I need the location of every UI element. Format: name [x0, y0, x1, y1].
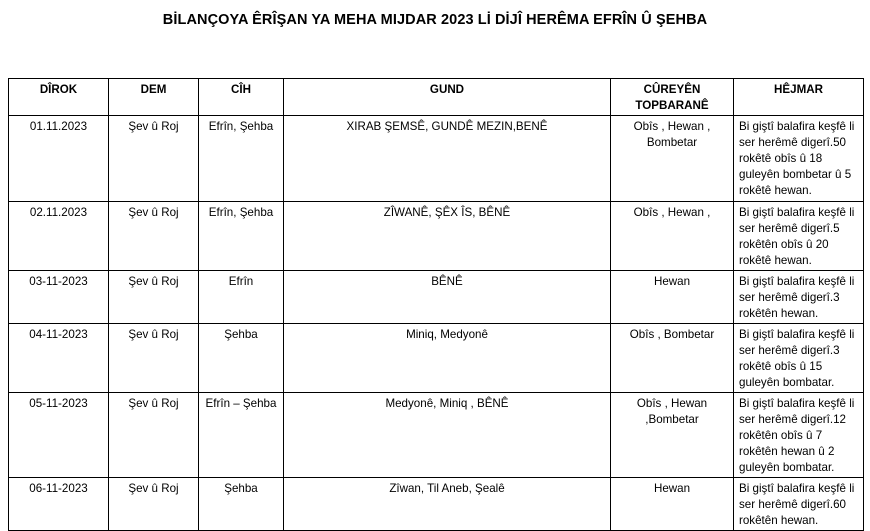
- cell-village: Zîwan, Til Aneb, Şealê: [284, 478, 611, 531]
- cell-place: Efrîn, Şehba: [199, 116, 284, 202]
- cell-weapons: Obîs , Hewan , Bombetar: [611, 116, 734, 202]
- cell-time: Şev û Roj: [109, 324, 199, 393]
- cell-time: Şev û Roj: [109, 393, 199, 478]
- header-count: HÊJMAR: [734, 79, 864, 116]
- cell-weapons: Obîs , Hewan ,: [611, 202, 734, 271]
- cell-date: 02.11.2023: [9, 202, 109, 271]
- cell-count: Bi giştî balafira keşfê li ser herêmê digerî.50 rokêtê obîs û 18 guleyên bombetar û 5 rokêtê hewan.: [734, 116, 864, 202]
- table-header-row: [9, 79, 864, 116]
- cell-weapons: Hewan: [611, 271, 734, 324]
- cell-count: Bi giştî balafira keşfê li ser herêmê digerî.3 rokêtê obîs û 15 guleyên bombatar.: [734, 324, 864, 393]
- cell-time: Şev û Roj: [109, 116, 199, 202]
- table-row: [9, 478, 864, 531]
- header-village: GUND: [284, 79, 611, 116]
- cell-place: Şehba: [199, 324, 284, 393]
- header-weapons: CÛREYÊN TOPBARANÊ: [611, 79, 734, 116]
- cell-village: BÊNÊ: [284, 271, 611, 324]
- cell-time: Şev û Roj: [109, 478, 199, 531]
- cell-weapons: Hewan: [611, 478, 734, 531]
- header-place: CÎH: [199, 79, 284, 116]
- cell-date: 05-11-2023: [9, 393, 109, 478]
- cell-place: Şehba: [199, 478, 284, 531]
- cell-village: Medyonê, Miniq , BÊNÊ: [284, 393, 611, 478]
- cell-count: Bi giştî balafira keşfê li ser herêmê digerî.12 rokêtên obîs û 7 rokêtên hewan û 2 guleyên bombatar.: [734, 393, 864, 478]
- cell-weapons: Obîs , Bombetar: [611, 324, 734, 393]
- cell-date: 04-11-2023: [9, 324, 109, 393]
- document-title: BİLANÇOYA ÊRÎŞAN YA MEHA MIJDAR 2023 Lİ DİJÎ HERÊMA EFRÎN Û ŞEHBA: [162, 12, 708, 28]
- table-row: [9, 202, 864, 271]
- header-date: DÎROK: [9, 79, 109, 116]
- cell-time: Şev û Roj: [109, 202, 199, 271]
- table-row: [9, 116, 864, 202]
- attacks-table: [8, 78, 864, 531]
- cell-date: 03-11-2023: [9, 271, 109, 324]
- cell-village: XIRAB ŞEMSÊ, GUNDÊ MEZIN,BENÊ: [284, 116, 611, 202]
- cell-village: ZÎWANÊ, ŞÊX ÎS, BÊNÊ: [284, 202, 611, 271]
- cell-count: Bi giştî balafira keşfê li ser herêmê digerî.3 rokêtên hewan.: [734, 271, 864, 324]
- cell-village: Miniq, Medyonê: [284, 324, 611, 393]
- table-row: [9, 324, 864, 393]
- cell-place: Efrîn – Şehba: [199, 393, 284, 478]
- cell-count: Bi giştî balafira keşfê li ser herêmê digerî.60 rokêtên hewan.: [734, 478, 864, 531]
- cell-place: Efrîn: [199, 271, 284, 324]
- cell-weapons: Obîs , Hewan ,Bombetar: [611, 393, 734, 478]
- table-row: [9, 271, 864, 324]
- cell-time: Şev û Roj: [109, 271, 199, 324]
- table-row: [9, 393, 864, 478]
- cell-date: 06-11-2023: [9, 478, 109, 531]
- cell-place: Efrîn, Şehba: [199, 202, 284, 271]
- header-time: DEM: [109, 79, 199, 116]
- cell-date: 01.11.2023: [9, 116, 109, 202]
- cell-count: Bi giştî balafira keşfê li ser herêmê digerî.5 rokêtên obîs û 20 rokêtê hewan.: [734, 202, 864, 271]
